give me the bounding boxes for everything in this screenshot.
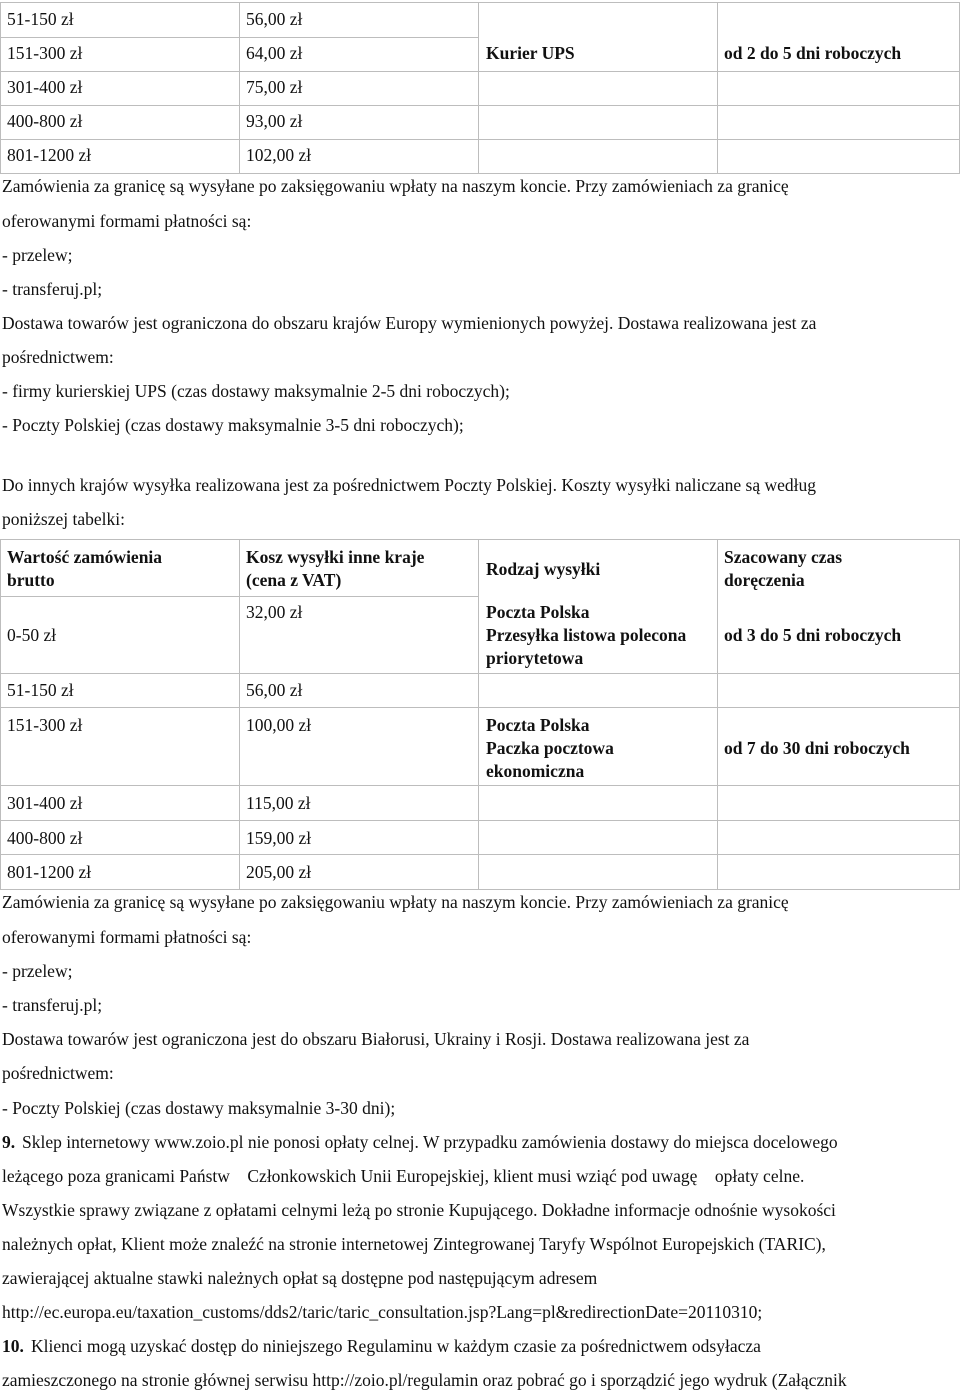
table-cell-shipping-type: Paczka pocztowa — [486, 738, 614, 758]
table-cell-value: 0-50 zł — [7, 625, 57, 645]
table-rule — [0, 889, 960, 890]
table-rule — [478, 539, 479, 889]
table-rule — [0, 2, 960, 3]
table-cell-cost: 100,00 zł — [246, 715, 312, 735]
table-cell-shipping-type: priorytetowa — [486, 648, 584, 668]
table-cell-cost: 159,00 zł — [246, 828, 312, 848]
paragraph-line: zamieszczonego na stronie głównej serwisu http://zoio.pl/regulamin oraz pobrać go i sporządzić jego wydruk (Załącznik — [2, 1370, 847, 1390]
table-cell-delivery-time: od 2 do 5 dni roboczych — [724, 43, 902, 63]
paragraph-line: Zamówienia za granicę są wysyłane po zaksięgowaniu wpłaty na naszym koncie. Przy zamówieniach za granicę — [2, 176, 789, 196]
column-header-type: Rodzaj wysyłki — [486, 559, 601, 579]
table-rule — [0, 820, 960, 821]
table-cell-shipping-type: ekonomiczna — [486, 761, 585, 781]
table-cell-shipping-type: Poczta Polska — [486, 602, 590, 622]
table-cell-cost: 102,00 zł — [246, 145, 312, 165]
table-cell-cost: 93,00 zł — [246, 111, 303, 131]
table-rule — [478, 785, 960, 786]
paragraph-line: Klienci mogą uzyskać dostęp do niniejszego Regulaminu w każdym czasie za pośrednictwem odsyłacza — [31, 1336, 761, 1356]
table-rule — [0, 2, 1, 173]
table-cell-value: 801-1200 zł — [7, 862, 92, 882]
table-cell-cost: 56,00 zł — [246, 9, 303, 29]
table-cell-shipping-type: Przesyłka listowa polecona — [486, 625, 687, 645]
paragraph-line: pośrednictwem: — [2, 1063, 114, 1083]
paragraph-line: Sklep internetowy www.zoio.pl nie ponosi opłaty celnej. W przypadku zamówienia dostawy do miejsca docelowego — [22, 1132, 838, 1152]
table-rule — [0, 539, 1, 889]
paragraph-line: poniższej tabelki: — [2, 509, 125, 529]
table-rule — [0, 707, 960, 708]
table-cell-value: 400-800 zł — [7, 828, 83, 848]
table-rule — [478, 2, 479, 173]
list-item: - Poczty Polskiej (czas dostawy maksymalnie 3-30 dni); — [2, 1098, 396, 1118]
table-cell-value: 301-400 zł — [7, 77, 83, 97]
table-cell-cost: 115,00 zł — [246, 793, 311, 813]
list-item: - transferuj.pl; — [2, 995, 103, 1015]
table-cell-delivery-time: od 7 do 30 dni roboczych — [724, 738, 910, 758]
paragraph-line: oferowanymi formami płatności są: — [2, 927, 252, 947]
table-rule — [0, 105, 960, 106]
paragraph-line: pośrednictwem: — [2, 347, 114, 367]
table-cell-value: 151-300 zł — [7, 43, 83, 63]
table-rule — [0, 71, 960, 72]
paragraph-line: Dostawa towarów jest ograniczona do obszaru krajów Europy wymienionych powyżej. Dostawa realizowana jest za — [2, 313, 817, 333]
paragraph-line: leżącego poza granicami Państw Członkowskich Unii Europejskiej, klient musi wziąć pod uwagę opłaty celne. — [2, 1166, 805, 1186]
table-cell-shipping-type: Poczta Polska — [486, 715, 590, 735]
column-header-cost: Kosz wysyłki inne kraje — [246, 547, 425, 567]
paragraph-line: Dostawa towarów jest ograniczona jest do obszaru Białorusi, Ukrainy i Rosji. Dostawa realizowana jest za — [2, 1029, 750, 1049]
column-header-time: doręczenia — [724, 570, 805, 590]
list-item: - przelew; — [2, 245, 73, 265]
table-cell-value: 51-150 zł — [7, 680, 74, 700]
table-cell-cost: 75,00 zł — [246, 77, 303, 97]
paragraph-line: Zamówienia za granicę są wysyłane po zaksięgowaniu wpłaty na naszym koncie. Przy zamówieniach za granicę — [2, 892, 789, 912]
table-rule — [0, 173, 960, 174]
paragraph-line: zawierającej aktualne stawki należnych opłat są dostępne pod następującym adresem — [2, 1268, 598, 1288]
column-header-value: brutto — [7, 570, 55, 590]
paragraph-line: Wszystkie sprawy związane z opłatami celnymi leżą po stronie Kupującego. Dokładne informacje odnośnie wysokości — [2, 1200, 836, 1220]
table-rule — [717, 539, 718, 889]
paragraph-line: oferowanymi formami płatności są: — [2, 211, 252, 231]
table-rule — [239, 2, 240, 173]
column-header-value: Wartość zamówienia — [7, 547, 163, 567]
table-rule — [478, 673, 960, 674]
table-rule — [239, 539, 240, 889]
table-cell-cost: 205,00 zł — [246, 862, 312, 882]
table-rule — [717, 2, 718, 173]
table-cell-cost: 56,00 zł — [246, 680, 303, 700]
table-cell-delivery-time: od 3 do 5 dni roboczych — [724, 625, 902, 645]
list-item: - przelew; — [2, 961, 73, 981]
table-cell-shipping-type: Kurier UPS — [486, 43, 575, 63]
table-cell-cost: 32,00 zł — [246, 602, 303, 622]
paragraph-line: Do innych krajów wysyłka realizowana jest za pośrednictwem Poczty Polskiej. Koszty wysyłki naliczane są według — [2, 475, 817, 495]
customs-url[interactable]: http://ec.europa.eu/taxation_customs/dds2/taric/taric_consultation.jsp?Lang=pl&redirectionDate=20110310; — [2, 1302, 763, 1322]
table-cell-cost: 64,00 zł — [246, 43, 303, 63]
table-cell-value: 151-300 zł — [7, 715, 83, 735]
paragraph-line: należnych opłat, Klient może znaleźć na stronie internetowej Zintegrowanej Taryfy Wspólnot Europejskich (TARIC), — [2, 1234, 826, 1254]
list-item: - Poczty Polskiej (czas dostawy maksymalnie 3-5 dni roboczych); — [2, 415, 464, 435]
table-cell-value: 51-150 zł — [7, 9, 74, 29]
column-header-cost: (cena z VAT) — [246, 570, 342, 590]
table-rule — [0, 139, 960, 140]
table-cell-value: 301-400 zł — [7, 793, 83, 813]
table-cell-value: 801-1200 zł — [7, 145, 92, 165]
table-rule — [0, 539, 960, 540]
table-cell-value: 400-800 zł — [7, 111, 83, 131]
table-rule — [0, 854, 960, 855]
clause-number: 9. — [2, 1132, 16, 1152]
column-header-time: Szacowany czas — [724, 547, 843, 567]
list-item: - transferuj.pl; — [2, 279, 103, 299]
list-item: - firmy kurierskiej UPS (czas dostawy maksymalnie 2-5 dni roboczych); — [2, 381, 510, 401]
clause-number: 10. — [2, 1336, 24, 1356]
